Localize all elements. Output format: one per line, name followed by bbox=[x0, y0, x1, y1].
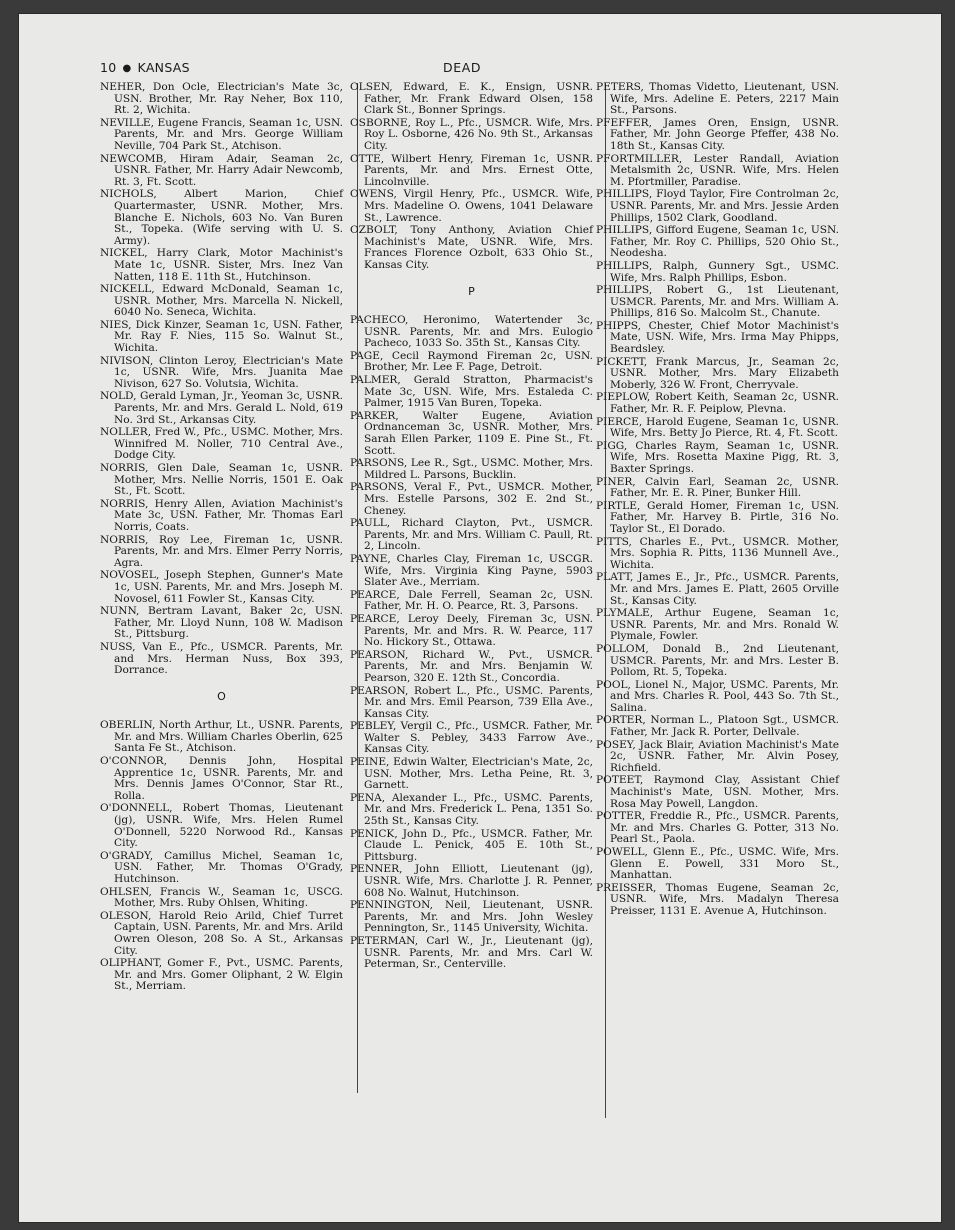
list-item: PEARSON, Richard W., Pvt., USMCR. Parents, Mr. and Mrs. Benjamin W. Pearson, 320 E. 12th St., Concordia. bbox=[350, 648, 593, 684]
list-item: NIVISON, Clinton Leroy, Electrician's Mate 1c, USNR. Wife, Mrs. Juanita Mae Nivison, 627 So. Volutsia, Wichita. bbox=[100, 354, 343, 390]
list-item: NUSS, Van E., Pfc., USMCR. Parents, Mr. and Mrs. Herman Nuss, Box 393, Dorrance. bbox=[100, 640, 343, 677]
list-item: OBERLIN, North Arthur, Lt., USNR. Parents, Mr. and Mrs. William Charles Oberlin, 625 Santa Fe St., Atchison. bbox=[100, 719, 343, 755]
list-item: OHLSEN, Francis W., Seaman 1c, USCG. Mother, Mrs. Ruby Ohlsen, Whiting. bbox=[100, 885, 343, 910]
bullet-icon: ● bbox=[122, 63, 132, 74]
list-item: PORTER, Norman L., Platoon Sgt., USMCR. Father, Mr. Jack R. Porter, Dellvale. bbox=[596, 714, 839, 739]
list-item: NEWCOMB, Hiram Adair, Seaman 2c, USNR. Father, Mr. Harry Adair Newcomb, Rt. 3, Ft. Scott. bbox=[100, 152, 343, 188]
list-item: NORRIS, Henry Allen, Aviation Machinist's Mate 3c, USN. Father, Mr. Thomas Earl Norris, Coats. bbox=[100, 497, 343, 533]
list-item: POTEET, Raymond Clay, Assistant Chief Machinist's Mate, USN. Mother, Mrs. Rosa May Powell, Langdon. bbox=[596, 774, 839, 810]
section-letter: P bbox=[468, 284, 475, 298]
list-item: PICKETT, Frank Marcus, Jr., Seaman 2c, USNR. Mother, Mrs. Mary Elizabeth Moberly, 326 W. Front, Cherryvale. bbox=[596, 355, 839, 391]
list-item: PEARSON, Robert L., Pfc., USMC. Parents, Mr. and Mrs. Emil Pearson, 739 Ella Ave., Kansas City. bbox=[350, 684, 593, 720]
list-item: NUNN, Bertram Lavant, Baker 2c, USN. Father, Mr. Lloyd Nunn, 108 W. Madison St., Pittsburg. bbox=[100, 605, 343, 641]
list-item: PFORTMILLER, Lester Randall, Aviation Metalsmith 2c, USNR. Wife, Mrs. Helen M. Pfortmiller, Paradise. bbox=[596, 152, 839, 188]
list-item: PHIPPS, Chester, Chief Motor Machinist's Mate, USN. Wife, Mrs. Irma May Phipps, Beardsley. bbox=[596, 319, 839, 356]
list-item: POWELL, Glenn E., Pfc., USMC. Wife, Mrs. Glenn E. Powell, 331 Moro St., Manhattan. bbox=[596, 846, 839, 882]
list-item: PENNINGTON, Neil, Lieutenant, USNR. Parents, Mr. and Mrs. John Wesley Pennington, Sr., 1145 University, Wichita. bbox=[350, 899, 593, 935]
list-item: O'GRADY, Camillus Michel, Seaman 1c, USN. Father, Mr. Thomas O'Grady, Hutchinson. bbox=[100, 849, 343, 885]
list-item: NOLD, Gerald Lyman, Jr., Yeoman 3c, USNR. Parents, Mr. and Mrs. Gerald L. Nold, 619 No. 3rd St., Arkansas City. bbox=[100, 390, 343, 426]
list-item: NOLLER, Fred W., Pfc., USMC. Mother, Mrs. Winnifred M. Noller, 710 Central Ave., Dodge City. bbox=[100, 426, 343, 462]
page-header bbox=[100, 58, 937, 76]
list-item: PHILLIPS, Floyd Taylor, Fire Controlman 2c, USNR. Parents, Mr. and Mrs. Jessie Arden Phillips, 1502 Clark, Goodland. bbox=[596, 188, 839, 224]
list-item: OLSEN, Edward, E. K., Ensign, USNR. Father, Mr. Frank Edward Olsen, 158 Clark St., Bonner Springs. bbox=[350, 81, 593, 117]
list-item: PACHECO, Heronimo, Watertender 3c, USNR. Parents, Mr. and Mrs. Eulogio Pacheco, 1033 So. 35th St., Kansas City. bbox=[350, 314, 593, 350]
list-item: POLLOM, Donald B., 2nd Lieutenant, USMCR. Parents, Mr. and Mrs. Lester B. Pollom, Rt. 5, Topeka. bbox=[596, 642, 839, 679]
section-letter: O bbox=[217, 689, 226, 703]
list-item: PREISSER, Thomas Eugene, Seaman 2c, USNR. Wife, Mrs. Madalyn Theresa Preisser, 1131 E. Avenue A, Hutchinson. bbox=[596, 881, 839, 917]
list-item: O'DONNELL, Robert Thomas, Lieutenant (jg), USNR. Wife, Mrs. Helen Rumel O'Donnell, 5220 Norwood Rd., Kansas City. bbox=[100, 802, 343, 850]
list-item: PENNER, John Elliott, Lieutenant (jg), USNR. Wife, Mrs. Charlotte J. R. Penner, 608 No. Walnut, Hutchinson. bbox=[350, 863, 593, 899]
list-item: OSBORNE, Roy L., Pfc., USMCR. Wife, Mrs. Roy L. Osborne, 426 No. 9th St., Arkansas City. bbox=[350, 116, 593, 152]
list-item: PINER, Calvin Earl, Seaman 2c, USNR. Father, Mr. E. R. Piner, Bunker Hill. bbox=[596, 475, 839, 500]
list-item: NIES, Dick Kinzer, Seaman 1c, USN. Father, Mr. Ray F. Nies, 115 So. Walnut St., Wichita. bbox=[100, 318, 343, 355]
section-title: DEAD bbox=[443, 60, 482, 75]
list-item: PITTS, Charles E., Pvt., USMCR. Mother, Mrs. Sophia R. Pitts, 1136 Munnell Ave., Wichita. bbox=[596, 535, 839, 571]
list-item: PARSONS, Veral F., Pvt., USMCR. Mother, Mrs. Estelle Parsons, 302 E. 2nd St., Cheney. bbox=[350, 481, 593, 517]
list-item: PLYMALE, Arthur Eugene, Seaman 1c, USNR. Parents, Mr. and Mrs. Ronald W. Plymale, Fowler. bbox=[596, 607, 839, 643]
column-2 bbox=[350, 82, 593, 972]
list-item: PAULL, Richard Clayton, Pvt., USMCR. Parents, Mr. and Mrs. William C. Paull, Rt. 2, Lincoln. bbox=[350, 517, 593, 553]
list-item: NOVOSEL, Joseph Stephen, Gunner's Mate 1c, USN. Parents, Mr. and Mrs. Joseph M. Novosel, 611 Fowler St., Kansas City. bbox=[100, 569, 343, 605]
list-item: OLIPHANT, Gomer F., Pvt., USMC. Parents, Mr. and Mrs. Gomer Oliphant, 2 W. Elgin St., Merriam. bbox=[100, 957, 343, 993]
list-item: PLATT, James E., Jr., Pfc., USMCR. Parents, Mr. and Mrs. James E. Platt, 2605 Orville St., Kansas City. bbox=[596, 571, 839, 607]
list-item: NEHER, Don Ocle, Electrician's Mate 3c, USN. Brother, Mr. Ray Neher, Box 110, Rt. 2, Wichita. bbox=[100, 81, 343, 117]
list-item: PFEFFER, James Oren, Ensign, USNR. Father, Mr. John George Pfeffer, 438 No. 18th St., Kansas City. bbox=[596, 116, 839, 152]
column-3 bbox=[596, 82, 839, 919]
list-item: POTTER, Freddie R., Pfc., USMCR. Parents, Mr. and Mrs. Charles G. Potter, 313 No. Pearl St., Paola. bbox=[596, 810, 839, 846]
list-item: PEARCE, Dale Ferrell, Seaman 2c, USN. Father, Mr. H. O. Pearce, Rt. 3, Parsons. bbox=[350, 588, 593, 613]
list-item: PIGG, Charles Raym, Seaman 1c, USNR. Wife, Mrs. Rosetta Maxine Pigg, Rt. 3, Baxter Springs. bbox=[596, 439, 839, 475]
list-item: PIRTLE, Gerald Homer, Fireman 1c, USN. Father, Mr. Harvey B. Pirtle, 316 No. Taylor St., El Dorado. bbox=[596, 499, 839, 535]
list-item: PEARCE, Leroy Deely, Fireman 3c, USN. Parents, Mr. and Mrs. R. W. Pearce, 117 No. Hickory St., Ottawa. bbox=[350, 612, 593, 649]
list-item: OTTE, Wilbert Henry, Fireman 1c, USNR. Parents, Mr. and Mrs. Ernest Otte, Lincolnville. bbox=[350, 152, 593, 188]
list-item: PAYNE, Charles Clay, Fireman 1c, USCGR. Wife, Mrs. Virginia King Payne, 5903 Slater Ave., Merriam. bbox=[350, 552, 593, 589]
list-item: POOL, Lionel N., Major, USMC. Parents, Mr. and Mrs. Charles R. Pool, 443 So. 7th St., Salina. bbox=[596, 678, 839, 714]
list-item: PAGE, Cecil Raymond Fireman 2c, USN. Brother, Mr. Lee F. Page, Detroit. bbox=[350, 349, 593, 374]
list-item: O'CONNOR, Dennis John, Hospital Apprentice 1c, USNR. Parents, Mr. and Mrs. Dennis James O'Connor, Star Rt., Rolla. bbox=[100, 755, 343, 802]
list-item: PEINE, Edwin Walter, Electrician's Mate, 2c, USN. Mother, Mrs. Letha Peine, Rt. 3, Garnett. bbox=[350, 756, 593, 792]
list-item: OZBOLT, Tony Anthony, Aviation Chief Machinist's Mate, USNR. Wife, Mrs. Frances Florence Ozbolt, 633 Ohio St., Kansas City. bbox=[350, 224, 593, 271]
list-item: NORRIS, Glen Dale, Seaman 1c, USNR. Mother, Mrs. Nellie Norris, 1501 E. Oak St., Ft. Scott. bbox=[100, 462, 343, 498]
column-1 bbox=[100, 82, 343, 994]
list-item: OLESON, Harold Reio Arild, Chief Turret Captain, USN. Parents, Mr. and Mrs. Arild Owren Oleson, 208 So. A St., Arkansas City. bbox=[100, 909, 343, 957]
list-item: PETERMAN, Carl W., Jr., Lieutenant (jg), USNR. Parents, Mr. and Mrs. Carl W. Peterman, Sr., Centerville. bbox=[350, 934, 593, 971]
list-item: PETERS, Thomas Videtto, Lieutenant, USN. Wife, Mrs. Adeline E. Peters, 2217 Main St., Parsons. bbox=[596, 81, 839, 117]
list-item: PHILLIPS, Robert G., 1st Lieutenant, USMCR. Parents, Mr. and Mrs. William A. Phillips, 816 So. Malcolm St., Chanute. bbox=[596, 284, 839, 320]
list-item: POSEY, Jack Blair, Aviation Machinist's Mate 2c, USNR. Father, Mr. Alvin Posey, Richfield. bbox=[596, 738, 839, 774]
list-item: PHILLIPS, Gifford Eugene, Seaman 1c, USN. Father, Mr. Roy C. Phillips, 520 Ohio St., Neodesha. bbox=[596, 224, 839, 260]
state-name: KANSAS bbox=[137, 60, 190, 75]
list-item: NICHOLS, Albert Marion, Chief Quartermaster, USNR. Mother, Mrs. Blanche E. Nichols, 603 No. Van Buren St., Topeka. (Wife serving with U. S. Army). bbox=[100, 188, 343, 247]
header-left bbox=[100, 60, 190, 75]
list-item: NICKELL, Edward McDonald, Seaman 1c, USNR. Mother, Mrs. Marcella N. Nickell, 6040 No. Seneca, Wichita. bbox=[100, 283, 343, 319]
list-item: PIEPLOW, Robert Keith, Seaman 2c, USNR. Father, Mr. R. F. Peiplow, Plevna. bbox=[596, 391, 839, 416]
list-item: PALMER, Gerald Stratton, Pharmacist's Mate 3c, USN. Wife, Mrs. Estaleda C. Palmer, 1915 Van Buren, Topeka. bbox=[350, 374, 593, 410]
list-item: PARKER, Walter Eugene, Aviation Ordnanceman 3c, USNR. Mother, Mrs. Sarah Ellen Parker, 1109 E. Pine St., Ft. Scott. bbox=[350, 409, 593, 457]
list-item: NICKEL, Harry Clark, Motor Machinist's Mate 1c, USNR. Sister, Mrs. Inez Van Natten, 118 E. 11th St., Hutchinson. bbox=[100, 247, 343, 283]
list-item: PIERCE, Harold Eugene, Seaman 1c, USNR. Wife, Mrs. Betty Jo Pierce, Rt. 4, Ft. Scott. bbox=[596, 415, 839, 440]
list-item: OWENS, Virgil Henry, Pfc., USMCR. Wife, Mrs. Madeline O. Owens, 1041 Delaware St., Lawrence. bbox=[350, 188, 593, 224]
list-item: PEBLEY, Vergil C., Pfc., USMCR. Father, Mr. Walter S. Pebley, 3433 Farrow Ave., Kansas City. bbox=[350, 720, 593, 756]
list-item: PENA, Alexander L., Pfc., USMC. Parents, Mr. and Mrs. Frederick L. Pena, 1351 So. 25th St., Kansas City. bbox=[350, 791, 593, 828]
list-item: NEVILLE, Eugene Francis, Seaman 1c, USN. Parents, Mr. and Mrs. George William Neville, 704 Park St., Atchison. bbox=[100, 116, 343, 152]
list-item: PENICK, John D., Pfc., USMCR. Father, Mr. Claude L. Penick, 405 E. 10th St., Pittsburg. bbox=[350, 827, 593, 863]
list-item: NORRIS, Roy Lee, Fireman 1c, USNR. Parents, Mr. and Mrs. Elmer Perry Norris, Agra. bbox=[100, 533, 343, 569]
list-item: PARSONS, Lee R., Sgt., USMC. Mother, Mrs. Mildred L. Parsons, Bucklin. bbox=[350, 457, 593, 481]
page-number: 10 bbox=[100, 60, 117, 75]
list-item: PHILLIPS, Ralph, Gunnery Sgt., USMC. Wife, Mrs. Ralph Phillips, Esbon. bbox=[596, 259, 839, 284]
